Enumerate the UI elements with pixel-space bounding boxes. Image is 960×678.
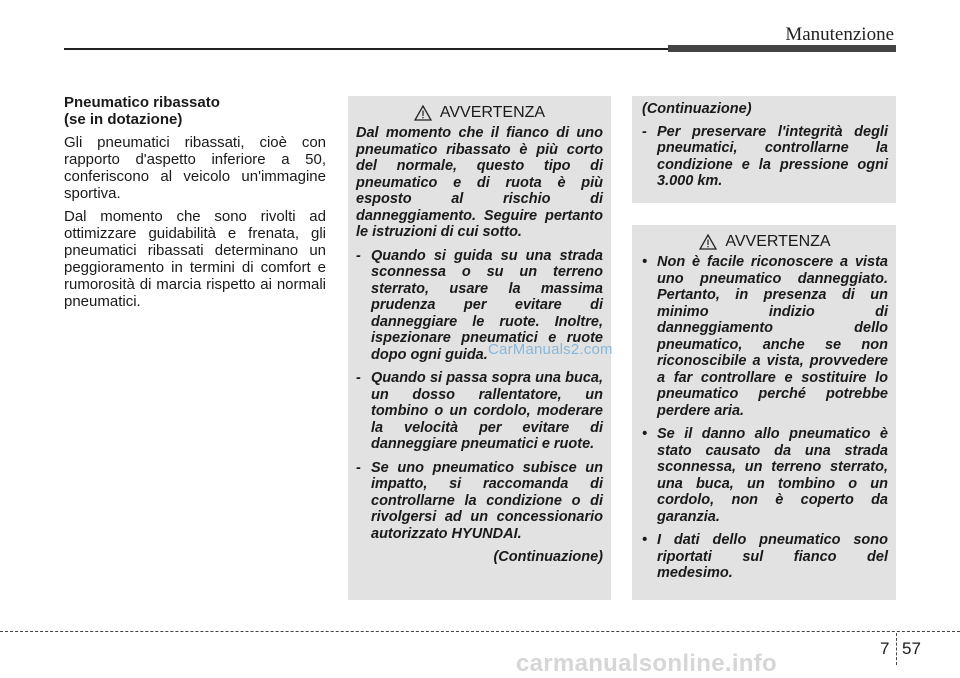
dash-marker: - — [356, 370, 361, 386]
dash-marker: - — [356, 247, 361, 264]
header-rule — [64, 48, 668, 50]
warning-header — [356, 104, 603, 122]
footer-rule — [0, 631, 960, 632]
page-number: 57 — [902, 639, 921, 658]
paragraph: Dal momento che sono rivolti ad ottimizzare guidabilità e frenata, gli pneumatici ribassati determinano un peggioramento in termini di comfort e rumorosità di marcia rispetto ai normali pneumatici. — [64, 208, 326, 310]
list-item — [642, 426, 888, 525]
list-item-text: Quando si guida su una strada sconnessa o su un terreno sterrato, usare la massima prudenza per evitare di danneggiare le ruote. Inoltre, ispezionare pneumatici e ruote dopo ogni guida. — [371, 247, 603, 363]
list-item-text: I dati dello pneumatico sono riportati sul fianco del medesimo. — [657, 532, 888, 581]
dash-marker: - — [356, 459, 361, 476]
paragraph: Gli pneumatici ribassati, cioè con rapporto d'aspetto inferiore a 50, conferiscono al veicolo un'immagine sportiva. — [64, 134, 326, 202]
watermark: CarManuals2.com — [488, 341, 613, 358]
warning-intro: Dal momento che il fianco di uno pneumatico ribassato è più corto del normale, questo tipo di pneumatico e di ruota è più esposto al rischio di danneggiamento. Seguire pertanto le istruzioni di cui sotto. — [356, 125, 603, 240]
list-item-text: Se uno pneumatico subisce un impatto, si raccomanda di controllarne la condizione o di rivolgersi ad un concessionario autorizzato HYUNDAI. — [371, 459, 603, 542]
warning-title: AVVERTENZA — [725, 233, 831, 250]
bullet-marker: • — [642, 532, 648, 548]
warning-triangle-icon — [699, 234, 717, 250]
list-item-text: Quando si passa sopra una buca, un dosso rallentatore, un tombino o un cordolo, moderare la velocità per evitare di danneggiare pneumatici e ruote. — [371, 370, 603, 452]
list-item-text: Se il danno allo pneumatico è stato causato da una strada sconnessa, un terreno sterrato, una buca, un tombino o un cordolo, non è coperto da garanzia. — [657, 426, 888, 525]
main-column — [64, 94, 326, 316]
list-item — [356, 370, 603, 453]
warning-title: AVVERTENZA — [439, 104, 546, 121]
section-title: Manutenzione — [785, 24, 894, 45]
list-item-text: Non è facile riconoscere a vista uno pneumatico danneggiato. Pertanto, in presenza di un minimo indizio di danneggiamento dello pneumatico, anche se non riconoscibile a vista, provvedere a far controllare e sostituire lo pneumatico perché potrebbe perdere aria. — [657, 254, 888, 419]
warning-triangle-icon — [414, 105, 432, 121]
continued-label: (Continuazione) — [493, 549, 603, 565]
continuation-label: (Continuazione) — [642, 101, 752, 117]
heading-line-1: Pneumatico ribassato — [64, 94, 220, 111]
list-item-text: Per preservare l'integrità degli pneumatici, controllarne la condizione e la pressione ogni 3.000 km. — [657, 123, 888, 189]
heading-line-2: (se in dotazione) — [64, 111, 183, 128]
list-item — [642, 532, 888, 582]
list-item — [642, 124, 888, 190]
section-heading — [64, 94, 326, 128]
warning-header — [642, 233, 888, 251]
list-item — [356, 460, 603, 543]
footer-watermark: carmanualsonline.info — [516, 650, 778, 677]
bullet-marker: • — [642, 426, 648, 442]
warning-box-damage — [632, 225, 896, 600]
dash-marker: - — [642, 123, 647, 140]
chapter-number: 7 — [880, 639, 890, 658]
list-item — [642, 254, 888, 419]
page-divider — [896, 633, 897, 665]
bullet-marker: • — [642, 254, 648, 270]
header-rule-accent — [668, 45, 896, 52]
continuation-box — [632, 96, 896, 203]
